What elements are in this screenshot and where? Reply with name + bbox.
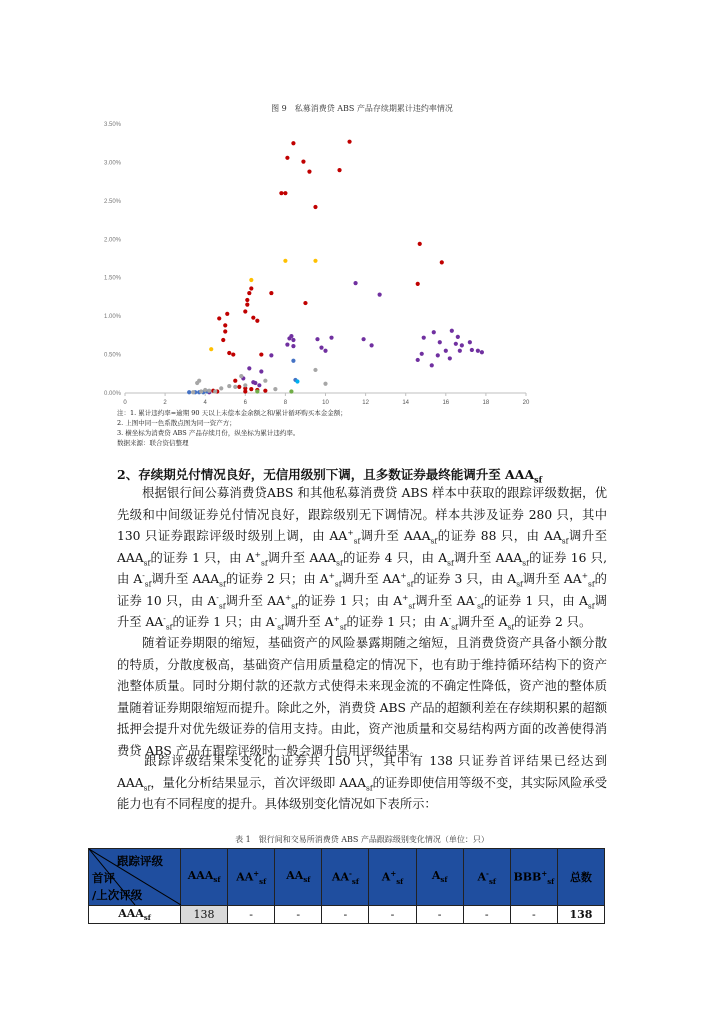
data-point-yellow (313, 259, 317, 263)
data-point-red (337, 168, 341, 172)
data-point-gray (313, 368, 317, 372)
data-point-red (233, 379, 237, 383)
data-point-yellow (209, 347, 213, 351)
data-point-purple (257, 383, 261, 387)
data-point-purple (460, 343, 464, 347)
data-point-red (243, 389, 247, 393)
table-column-header: $A^-_{sf}$ (463, 849, 510, 906)
data-point-red (301, 160, 305, 164)
data-point-purple (319, 346, 323, 350)
data-point-gray (213, 389, 217, 393)
data-point-purple (432, 330, 436, 334)
data-point-red (418, 242, 422, 246)
y-tick-label: 3.00% (103, 160, 121, 167)
data-point-purple (323, 349, 327, 353)
data-point-purple (416, 358, 420, 362)
data-point-blue (187, 390, 191, 394)
paragraph-analysis: 随着证券期限的缩短，基础资产的风险暴露期随之缩短，且消费贷资产具备小额分散的特质，分散度极高，基础资产信用质量稳定的情况下，也有助于维持循环结构下的资产池整体质量。同时分期付款的还款方式使得未来现金流的不确定性降低，资产池的整体质量随着证券期限缩短而提升。除此之外，消费贷 ABS 产品的超额利差在存续期积累的超额抵押会提升对优先级证券的信用支持。由此，资产池质量和交易结构两方面的改善使得消费贷 ABS 产品在跟踪评级时一般会调升信用评级结果。 (117, 636, 607, 758)
paragraph-rating-upgrades: 根据银行间公募消费贷ABS 和其他私募消费贷 ABS 样本中获取的跟踪评级数据，优先级和中间级证券兑付情况良好，跟踪级别无下调情况。样本共涉及证券 280 只，其中 130 只证券跟踪评级时级别上调，由 $AA^+_{sf}$调升至 $AAA_{sf}$的证券 88 只，由 $AA_{sf}$调升至 $AAA_{sf}$的证券 1 只，由 $A^+_{sf}$调升至 $AAA_{sf}$的证券 4 只，由 $A_{sf}$调升至 $AAA_{sf}$的证券 16 只,由 $A^-_{sf}$调升至 $AAA_{sf}$的证券 2 只；由 $A^+_{sf}$调升至 $AA^+_{sf}$的证券 3 只，由 $A_{sf}$调升至 $AA^+_{sf}$的证券 10 只，由 $A^-_{sf}$调升至 $AA^+_{sf}$的证券 1 只；由 $A^+_{sf}$调升至 $AA^-_{sf}$的证券 1 只，由 $A_{sf}$调升至 $AA^-_{sf}$的证券 1 只；由 $A^-_{sf}$调升至 $A^+_{sf}$的证券 1 只；由 $A^-_{sf}$调升至 $A_{sf}$的证券 2 只。 (117, 486, 608, 632)
data-point-red (245, 298, 249, 302)
table-cell: 138 (181, 906, 228, 924)
data-point-green (255, 389, 259, 393)
table-column-header: $AA^+_{sf}$ (228, 849, 275, 906)
data-point-gray (197, 379, 201, 383)
data-point-purple (448, 356, 452, 360)
corner-label-prev: /上次评级 (92, 888, 143, 902)
data-point-red (285, 156, 289, 160)
data-point-gray (243, 383, 247, 387)
data-point-red (217, 316, 221, 320)
data-point-red (247, 291, 251, 295)
figure-title: 图 9 私募消费贷 ABS 产品存续期累计违约率情况 (271, 104, 453, 113)
data-point-red (251, 316, 255, 320)
data-point-red (259, 352, 263, 356)
table-column-header: $A^+_{sf}$ (369, 849, 416, 906)
data-point-red (347, 140, 351, 144)
data-point-red (243, 309, 247, 313)
data-point-teal (295, 379, 299, 383)
data-point-blue (291, 359, 295, 363)
figure-source: 数据来源：联合资信整理 (117, 439, 189, 447)
x-tick-label: 10 (322, 400, 329, 406)
table-cell: 138 (557, 906, 604, 924)
data-point-purple (289, 334, 293, 338)
data-point-purple (329, 336, 333, 340)
table-cell: - (416, 906, 463, 924)
data-point-gray (207, 389, 211, 393)
x-tick-label: 20 (522, 400, 530, 406)
data-point-purple (454, 342, 458, 346)
data-point-purple (450, 329, 454, 333)
data-point-red (237, 385, 241, 389)
x-tick-label: 16 (442, 400, 450, 406)
data-point-gray (273, 387, 277, 391)
table-cell: - (275, 906, 322, 924)
data-point-purple (291, 344, 295, 348)
data-point-red (223, 323, 227, 327)
data-point-purple (456, 335, 460, 339)
corner-label-first: 首评 (92, 871, 115, 885)
table-column-header: 总数 (557, 849, 604, 906)
data-point-purple (470, 348, 474, 352)
table-column-header: $BBB^+_{sf}$ (510, 849, 557, 906)
y-tick-label: 3.50% (103, 122, 121, 128)
y-tick-label: 0.50% (103, 352, 121, 359)
data-point-red (225, 312, 229, 316)
data-point-red (416, 282, 420, 286)
data-point-red (263, 389, 267, 393)
x-tick-label: 2 (163, 400, 167, 406)
scatter-chart (95, 116, 535, 406)
data-point-purple (444, 349, 448, 353)
data-point-red (307, 170, 311, 174)
data-point-red (223, 329, 227, 333)
data-point-purple (476, 349, 480, 353)
data-point-purple (420, 352, 424, 356)
table-cell: - (463, 906, 510, 924)
rating-change-table (88, 848, 605, 924)
table-cell: - (228, 906, 275, 924)
y-tick-label: 1.50% (103, 275, 121, 282)
section-heading: 2、存续期兑付情况良好，无信用级别下调，且多数证券最终能调升至 $AAA_{sf}$ (117, 467, 543, 485)
figure-note: 3. 横坐标为消费贷 ABS 产品存续月份，纵坐标为累计违约率。 (117, 429, 300, 437)
data-point-red (227, 351, 231, 355)
data-point-red (303, 301, 307, 305)
data-point-gray (203, 388, 207, 392)
data-point-red (249, 387, 253, 391)
table-cell: - (369, 906, 416, 924)
data-point-gray (233, 385, 237, 389)
y-tick-label: 0.00% (103, 391, 121, 397)
x-tick-label: 8 (283, 400, 288, 406)
table-corner-cell (89, 849, 181, 906)
data-point-green (289, 389, 293, 393)
x-tick-label: 14 (402, 400, 410, 406)
data-point-red (245, 303, 249, 307)
y-tick-label: 2.50% (103, 198, 121, 205)
data-point-yellow (249, 278, 253, 282)
data-point-red (283, 191, 287, 195)
data-point-purple (430, 363, 434, 367)
corner-label-follow: 跟踪评级 (117, 854, 163, 868)
data-point-purple (251, 380, 255, 384)
figure-notes (117, 408, 347, 448)
data-point-red (313, 205, 317, 209)
data-point-purple (458, 349, 462, 353)
table-header-row (89, 849, 605, 906)
table-column-header: $AA^-_{sf}$ (322, 849, 369, 906)
data-point-red (440, 260, 444, 264)
x-tick-label: 0 (123, 400, 127, 406)
figure-note: 2. 上图中同一色系散点图为同一资产方； (117, 419, 236, 427)
data-point-purple (436, 353, 440, 357)
data-point-red (269, 291, 273, 295)
table-column-header: $AA_{sf}$ (275, 849, 322, 906)
data-point-gray (323, 382, 327, 386)
data-point-gray (239, 374, 243, 378)
data-point-purple (247, 366, 251, 370)
table-row-label: $AAA_{sf}$ (89, 906, 181, 924)
data-point-red (221, 338, 225, 342)
data-point-purple (480, 350, 484, 354)
data-point-red (249, 286, 253, 290)
figure-note: 注：1. 累计违约率=逾期 90 天以上未偿本金余额之和/累计循环购买本金金额； (117, 409, 347, 417)
data-point-gray (263, 379, 267, 383)
table-column-header: $A_{sf}$ (416, 849, 463, 906)
data-point-purple (370, 343, 374, 347)
paragraph-unchanged: 跟踪评级结果未变化的证券共 150 只，其中有 138 只证券首评结果已经达到 $AAA_{sf}$，量化分析结果显示，首次评级即 $AAA_{sf}$的证券即使信用等级不变，其实际风险承受能力也有不同程度的提升。具体级别变化情况如下表所示： (117, 754, 607, 811)
x-tick-label: 6 (243, 400, 247, 406)
table-cell: - (510, 906, 557, 924)
data-point-purple (422, 336, 426, 340)
x-tick-label: 4 (203, 400, 207, 406)
data-point-red (291, 141, 295, 145)
data-point-gray (199, 389, 203, 393)
data-point-purple (438, 340, 442, 344)
data-point-red (279, 191, 283, 195)
data-point-purple (315, 337, 319, 341)
data-point-yellow (283, 259, 287, 263)
data-point-purple (269, 353, 273, 357)
data-point-gray (219, 386, 223, 390)
data-point-purple (259, 369, 263, 373)
data-point-red (255, 319, 259, 323)
x-tick-label: 12 (362, 400, 369, 406)
data-point-gray (227, 384, 231, 388)
table-title: 表 1 银行间和交易所消费贷 ABS 产品跟踪级别变化情况（单位：只） (235, 835, 489, 844)
y-tick-label: 1.00% (103, 314, 121, 321)
data-point-red (231, 352, 235, 356)
table-column-header: $AAA_{sf}$ (181, 849, 228, 906)
data-point-purple (361, 337, 365, 341)
data-point-purple (285, 342, 289, 346)
y-tick-label: 2.00% (103, 237, 121, 244)
table-cell: - (322, 906, 369, 924)
x-tick-label: 18 (482, 400, 490, 406)
data-point-purple (353, 281, 357, 285)
table-row (89, 906, 605, 924)
data-point-purple (378, 293, 382, 297)
data-point-purple (291, 338, 295, 342)
data-point-gray (191, 390, 195, 394)
data-point-purple (468, 340, 472, 344)
